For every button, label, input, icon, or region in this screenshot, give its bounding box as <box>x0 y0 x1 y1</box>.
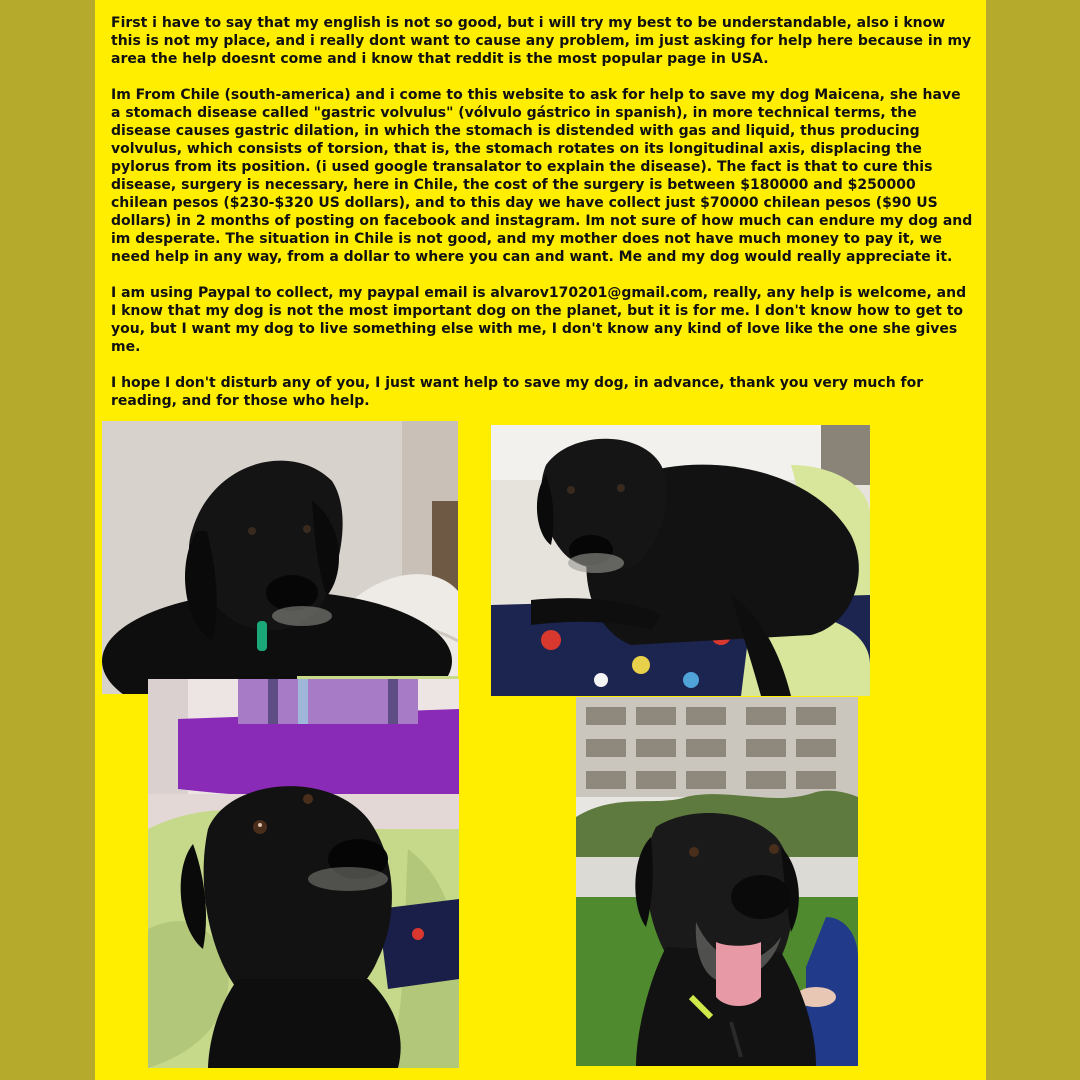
dog-outdoors-photo-image <box>576 697 858 1066</box>
dog-photo-3 <box>148 679 459 1068</box>
dog-green-blanket-photo-image <box>148 679 459 1068</box>
dog-indoors-photo-image <box>102 421 458 694</box>
post-body <box>111 14 973 428</box>
post-paragraph-paypal: I am using Paypal to collect, my paypal email is alvarov170201@gmail.com, really, any help is welcome, and I know that my dog is not the most important dog on the planet, but it is for me. I don't know how to get to you, but I want my dog to live something else with me, I don't know any kind of love like the one she gives me. <box>111 285 967 355</box>
post-paragraph-closing: I hope I don't disturb any of you, I just want help to save my dog, in advance, thank you very much for reading, and for those who help. <box>111 375 924 409</box>
dog-photo-4 <box>576 697 858 1066</box>
post-paragraph-intro: First i have to say that my english is not so good, but i will try my best to be understandable, also i know this is not my place, and i really dont want to cause any problem, im just asking for help here because in my area the help doesnt come and i know that reddit is the most popular page in USA. <box>111 15 972 67</box>
dog-photo-2 <box>491 425 870 696</box>
dog-photo-1 <box>102 421 458 694</box>
post-paragraph-story: Im From Chile (south-america) and i come to this website to ask for help to save my dog Maicena, she have a stomach disease called "gastric volvulus" (vólvulo gástrico in spanish), in more technical terms, the disease causes gastric dilation, in which the stomach is distended with gas and liquid, thus producing volvulus, which consists of torsion, that is, the stomach rotates on its longitudinal axis, displacing the pylorus from its position. (i used google transalator to explain the disease). The fact is that to cure this disease, surgery is necessary, here in Chile, the cost of the surgery is between $180000 and $250000 chilean pesos ($230-$320 US dollars), and to this day we have collect just $70000 chilean pesos ($90 US dollars) in 2 months of posting on facebook and instagram. Im not sure of how much can endure my dog and im desperate. The situation in Chile is not good, and my mother does not have much money to pay it, we need help in any way, from a dollar to where you can and want. Me and my dog would really appreciate it. <box>111 87 973 265</box>
dog-blanket-photo-image <box>491 425 870 696</box>
